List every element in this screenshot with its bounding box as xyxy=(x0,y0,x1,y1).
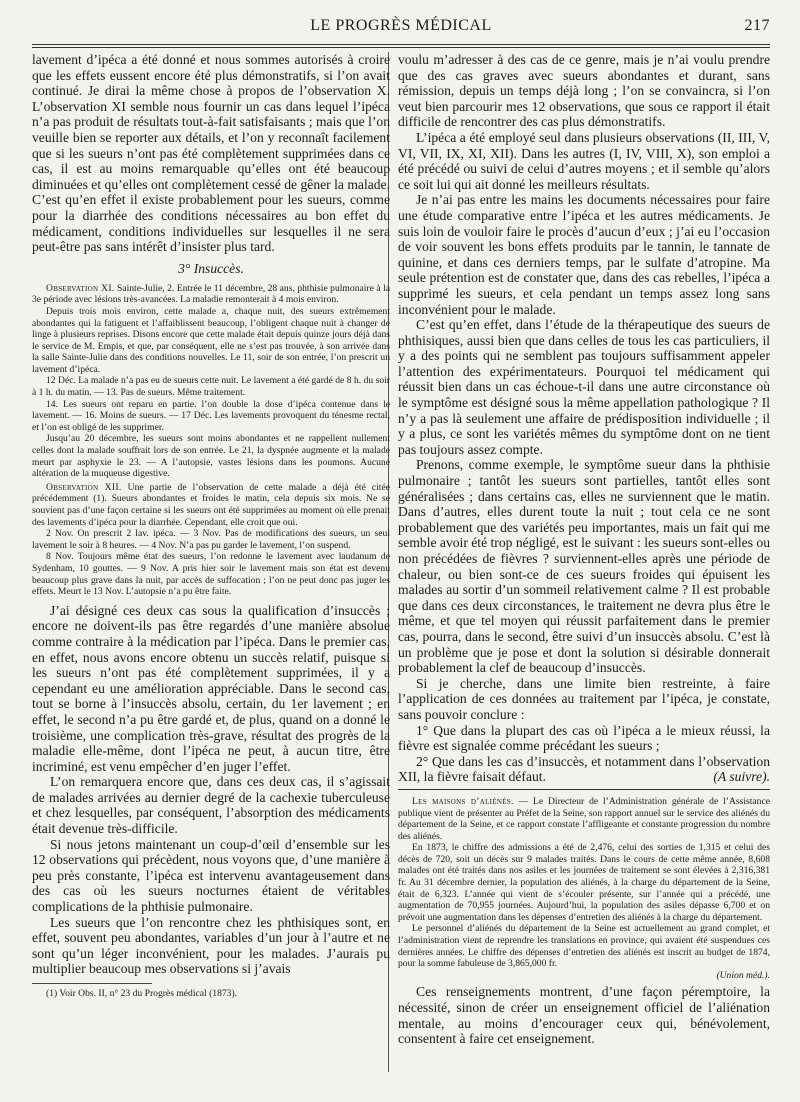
paragraph: L’on remarquera encore que, dans ces deux cas, il s’agissait de malades arrivées au dernier degré de la cachexie tuberculeuse et chez lesquelles, par conséquent, l’absorption des médicaments était devenue très-difficile. xyxy=(32,774,390,837)
notice-label: Les maisons d’aliénés. xyxy=(412,795,514,807)
header-rule xyxy=(32,44,770,48)
footnote: (1) Voir Obs. II, n° 23 du Progrès médical (1873). xyxy=(46,988,238,999)
journal-title: LE PROGRÈS MÉDICAL xyxy=(310,17,492,34)
observation-xii xyxy=(32,482,390,598)
notice-rule xyxy=(398,789,770,790)
paragraph-text: 2° Que dans les cas d’insuccès, et notamment dans l’observation XII, la fièvre faisait défaut. xyxy=(398,753,770,785)
paragraph: Prenons, comme exemple, le symptôme sueur dans la phthisie pulmonaire ; tantôt les sueurs sont partielles, tantôt elles sont généralisées ; dans certains cas, elles ne surviennent que le matin. Dans d’autres, elles durent toute la nuit ; tout cela ce ne sont probablement que des variétés peu importantes, mais un fait qui me semble avoir été trop négligé, est le suivant : les sueurs sont-elles ou non précédées de fièvres ? surviennent-elles après une période de chaleur, ou bien sont-ce de ces sueurs froides qui épuisent les malades au sortir d’un sommeil relativement calme ? Il est probable que dans ces deux circonstances, le traitement ne devra plus être le même, et que tel moyen qui réussit parfaitement dans le premier cas, pourra, dans le second, être suivi d’un insuccès absolu. C’est là un problème que je pose et dont la solution si désirable donnerait probablement la clef de beaucoup d’insuccès. xyxy=(398,457,770,676)
notice-paragraph: Le personnel d’aliénés du département de la Seine est actuellement au grand complet, et l’administration vient de reprendre les translations en province, qui avaient été suspendues ces dernières années. Le chiffre des dépenses d’entretien des aliénés est inscrit au budget de 1874, pour la somme fabuleuse de 3,865,000 fr. xyxy=(398,923,770,970)
notice-text: — Le Directeur de l’Administration générale de l’Assistance publique vient de présenter au Préfet de la Seine, son rapport annuel sur le service des aliénés du département de la Seine, et ce rapport constate l’affligeante et constante progression du nombre des aliénés. xyxy=(398,795,770,842)
observation-xi xyxy=(32,283,390,480)
observation-label: Observation XI. xyxy=(46,282,115,294)
observation-paragraph: Jusqu’au 20 décembre, les sueurs sont moins abondantes et ne rappellent nullement celles dont la malade souffrait lors de son entrée. Le 21, la dyspnée augmente et la malade meurt par asphyxie le 23. — A l’autopsie, vastes lésions dans les poumons. Aucune altération de la muqueuse digestive. xyxy=(32,433,390,480)
paragraph: 1° Que dans la plupart des cas où l’ipéca a le mieux réussi, la fièvre est signalée comme précédant les sueurs ; xyxy=(398,722,770,754)
observation-paragraph: 2 Nov. On prescrit 2 lav. ipéca. — 3 Nov. Pas de modifications des sueurs, un seul lavement le soir à 8 heures. — 4 Nov. N’a pas pu garder le lavement, l’on suspend. xyxy=(32,528,390,551)
observation-paragraph: Depuis trois mois environ, cette malade a, chaque nuit, des sueurs extrêmement abondantes qui la fatiguent et l’affaiblissent beaucoup, l’obligent chaque nuit à changer de linge à plusieurs reprises. Disons encore que cette malade était depuis quinze jours déjà dans le service de M. Empis, et que, par conséquent, elle ne s’est pas trouvée, à son arrivée dans la salle Sainte-Julie dans des conditions nouvelles. Le 11, soir de son entrée, l’on prescrit un lavement d’ipéca. xyxy=(32,305,390,375)
paragraph: Je n’ai pas entre les mains les documents nécessaires pour faire une étude comparative entre l’ipéca et les autres médicaments. Je suis loin de vouloir faire le procès d’aucun d’eux ; j’ai eu l’occasion de voir souvent les bons effets produits par le tannin, le tannate de quinine, et dans ces derniers temps, par le sulfate d’atropine. Ma seule prétention est de constater que, dans des cas rebelles, l’ipéca a supprimé les sueurs, et cela pendant un temps assez long sans inconvénient pour le malade. xyxy=(398,192,770,317)
footnote-rule xyxy=(32,983,152,984)
paragraph xyxy=(398,754,770,785)
news-notice xyxy=(398,796,770,982)
observation-label: Observation XII. xyxy=(46,481,122,493)
right-column xyxy=(398,52,770,1047)
paragraph: C’est qu’en effet, dans l’étude de la thérapeutique des sueurs de phthisiques, aussi bien que dans celles de tous les cas particuliers, il y a des points qui ne semblent pas toujours suffisamment appeler l’attention des expérimentateurs. Pourquoi tel médicament qui réussit bien dans un cas échoue-t-il dans une autre circonstance où le symptôme est désigné sous la même appellation pathologique ? Il n’y a pas là seulement une affaire de prédisposition individuelle ; il y a plus, ce sont les variétés mêmes du symptôme dont on ne tient pas toujours assez compte. xyxy=(398,317,770,457)
observation-paragraph: 12 Déc. La malade n’a pas eu de sueurs cette nuit. Le lavement a été gardé de 8 h. du soir à 1 h. du matin. — 13. Pas de sueurs. Même traitement. xyxy=(32,375,390,399)
paragraph: Les sueurs que l’on rencontre chez les phthisiques sont, en effet, souvent peu abondantes, variables d’un jour à l’autre et ne sont qu’un léger inconvénient, pour les malades. J’aurais pu multiplier beaucoup mes observations si j’avais xyxy=(32,914,390,977)
notice-paragraph: En 1873, le chiffre des admissions a été de 2,476, celui des sorties de 1,315 et celui des décès de 720, soit un décès sur 9 malades traités. Dans le cours de cette même année, 8,608 malades ont été traités dans nos asiles et les journées de traitement se sont élevées à 2,316,381 fr. Au 31 décembre dernier, la population des aliénés, à la charge du département de la Seine, était de 6,323. L’année qui vient de s’écouler présente, sur l’année qui a précédé, une augmentation de 70,955 journées. Aujourd’hui, la population des asiles dépasse 6,700 et on prévoit une augmentation dans les dépenses d’entretien des aliénés à la charge du département. xyxy=(398,842,770,923)
paragraph: Si je cherche, dans une limite bien restreinte, à faire l’application de ces données au traitement par l’ipéca, je constate, sans pouvoir conclure : xyxy=(398,675,770,722)
page-number: 217 xyxy=(744,17,770,34)
observation-paragraph: 14. Les sueurs ont reparu en partie. l’on double la dose d’ipéca contenue dans le lavement. — 16. Moins de sueurs. — 17 Déc. Les lavements provoquent du ténesme rectal, et l’on est obligé de les supprimer. xyxy=(32,398,390,433)
paragraph: lavement d’ipéca a été donné et nous sommes autorisés à croire que les effets eussent encore été plus démonstratifs, si l’on avait continué. Je dirai la même chose à propos de l’observation X. L’observation XI semble nous fournir un cas dans lequel l’ipéca n’a pas produit de résultats tout-à-fait satisfaisants ; mais que l’on veuille bien se reporter aux détails, et l’on y reconnaît facilement que si les sueurs n’ont pas été complètement supprimées dans ce cas, il est au moins remarquable qu’elles ont été beaucoup diminuées et qu’elles ont complètement cessé de gêner la malade. C’est qu’en effet il existe probablement pour les sueurs, comme pour la diarrhée des conditions nécessaires au bon effet du médicament, conditions individuelles sur lesquelles il ne sera peut-être pas sans intérêt d’insister plus tard. xyxy=(32,52,390,255)
observation-text: Une partie de l’observation de cette malade a déjà été citée précédemment (1). Sueurs abondantes et froides le matin, cela depuis six mois. Ne se souvient pas d’une façon certaine si les sueurs ont été supprimées au moment où elle prenait des lavements d’ipéca pour la diarrhée. Cependant, elle croit que oui. xyxy=(32,481,390,528)
notice-source: (Union méd.). xyxy=(716,969,770,981)
observation-text: Sainte-Julie, 2. Entrée le 11 décembre, 28 ans, phthisie pulmonaire à la 3e période avec lésions très-avancées. La maladie remonterait à 4 mois environ. xyxy=(32,282,390,306)
left-column xyxy=(32,52,390,999)
paragraph: Si nous jetons maintenant un coup-d’œil d’ensemble sur les 12 observations qui précèdent, nous voyons que, d’une manière à peu près constante, l’ipéca est intervenu avantageusement dans des cas où les sueurs nocturnes étaient de véritables complications de la phthisie pulmonaire. xyxy=(32,836,390,915)
paragraph: Ces renseignements montrent, d’une façon péremptoire, la nécessité, sinon de créer un enseignement officiel de l’aliénation mentale, au moins d’encourager ceux qui, bénévolement, consentent à faire cet enseignement. xyxy=(398,984,770,1047)
running-header xyxy=(32,17,770,39)
paragraph: J’ai désigné ces deux cas sous la qualification d’insuccès ; encore ne doivent-ils pas être regardés d’une manière absolue comme contraire à la médication par l’ipéca. Dans le premier cas, en effet, nous avons encore obtenu un succès relatif, puisque si les sueurs n’ont pas été complètement supprimées, il y a cependant eu une amélioration appréciable. Dans le second cas, tout se borne à l’insuccès absolu, certain, du 1er lavement ; en effet, le second n’a pu être gardé et, de plus, quand on a donné le troisième, une complication très-grave, résultat des progrès de la maladie elle-même, dont l’ipéca ne peut, à aucun titre, être incriminé, est venu empêcher d’en juger l’effet. xyxy=(32,602,390,774)
paragraph: L’ipéca a été employé seul dans plusieurs observations (II, III, V, VI, VII, IX, XI, XII). Dans les autres (I, IV, VIII, X), son emploi a été précédé ou suivi de celui d’autres moyens ; et il semble qu’alors ce soit lui qui ait donné les meilleurs résultats. xyxy=(398,129,770,192)
observation-paragraph: 8 Nov. Toujours même état des sueurs, l’on redonne le lavement avec laudanum de Sydenham, 10 gouttes. — 9 Nov. A pris hier soir le lavement mais son état est devenu beaucoup plus grave dans la nuit, par accès de suffocation ; l’on ne peut donc pas juger les effets. Meurt le 13 Nov. L’autopsie n’a pu être faite. xyxy=(32,551,390,598)
to-be-continued: (A suivre). xyxy=(713,769,770,785)
section-heading: 3° Insuccès. xyxy=(178,260,244,276)
paragraph: voulu m’adresser à des cas de ce genre, mais je n’ai voulu prendre que des cas graves avec sueurs abondantes et durant, sans rémission, depuis un temps déjà long ; l’on se convaincra, si l’on veut bien parcourir mes 12 observations, que sous ce rapport il était difficile de rencontrer des cas plus démonstratifs. xyxy=(398,52,770,130)
